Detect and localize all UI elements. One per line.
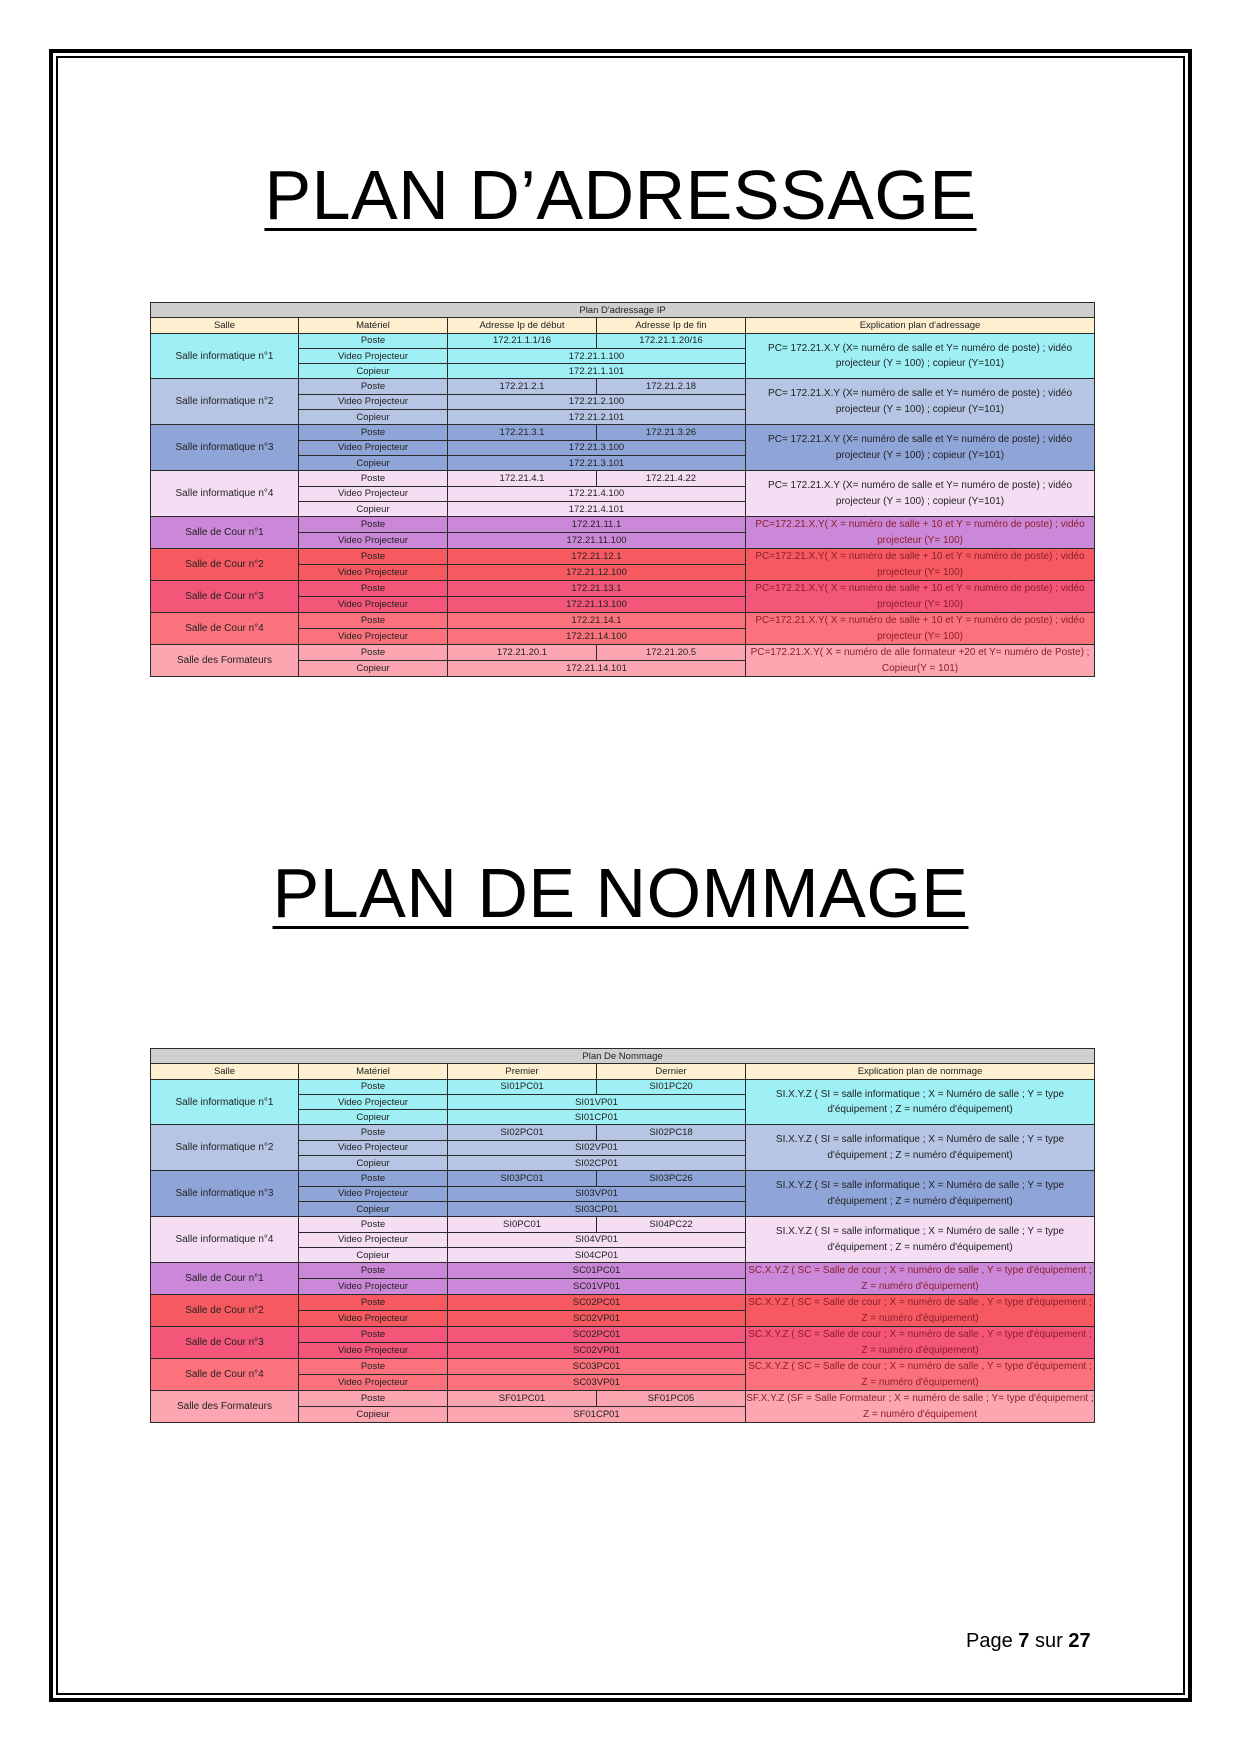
page-number-sep: sur: [1034, 1630, 1063, 1652]
explanation-cell: PC= 172.21.X.Y (X= numéro de salle et Y= numéro de poste) ; vidéo projecteur (Y = 100) ; copieur (Y=101): [746, 471, 1095, 517]
end-value-cell: SI03PC26: [597, 1171, 746, 1186]
table-caption: Plan D'adressage IP: [151, 303, 1095, 318]
salle-cell: Salle des Formateurs: [151, 1391, 299, 1423]
start-value-cell: 172.21.3.1: [448, 425, 597, 440]
salle-cell: Salle de Cour n°3: [151, 581, 299, 613]
materiel-cell: Poste: [299, 581, 448, 597]
value-cell: 172.21.11.1: [448, 517, 746, 533]
salle-cell: Salle informatique n°3: [151, 1171, 299, 1217]
table-row: [151, 517, 1095, 533]
start-value-cell: SF01PC01: [448, 1391, 597, 1407]
salle-cell: Salle de Cour n°2: [151, 1295, 299, 1327]
materiel-cell: Video Projecteur: [299, 440, 448, 455]
value-cell: SC02VP01: [448, 1311, 746, 1327]
table-row: [151, 1079, 1095, 1094]
table-header-row: [151, 318, 1095, 333]
table-row: [151, 333, 1095, 348]
value-cell: 172.21.13.100: [448, 597, 746, 613]
value-cell: 172.21.11.100: [448, 533, 746, 549]
value-cell: 172.21.12.100: [448, 565, 746, 581]
salle-cell: Salle informatique n°4: [151, 1217, 299, 1263]
explanation-cell: SI.X.Y.Z ( SI = salle informatique ; X = Numéro de salle ; Y = type d'équipement ; Z = numéro d'équipement): [746, 1079, 1095, 1125]
page-number-current: 7: [1018, 1630, 1030, 1652]
table-caption: Plan De Nommage: [151, 1049, 1095, 1064]
explanation-cell: PC=172.21.X.Y( X = numéro de salle + 10 et Y = numéro de poste) ; vidéo projecteur (Y= 100): [746, 549, 1095, 581]
materiel-cell: Video Projecteur: [299, 1232, 448, 1247]
value-cell: SI03VP01: [448, 1186, 746, 1201]
value-cell: SI04VP01: [448, 1232, 746, 1247]
explanation-cell: SI.X.Y.Z ( SI = salle informatique ; X = Numéro de salle ; Y = type d'équipement ; Z = numéro d'équipement): [746, 1217, 1095, 1263]
salle-cell: Salle de Cour n°4: [151, 613, 299, 645]
explanation-cell: PC=172.21.X.Y( X = numéro de salle + 10 et Y = numéro de poste) ; vidéo projecteur (Y= 100): [746, 517, 1095, 549]
value-cell: SC02VP01: [448, 1343, 746, 1359]
explanation-cell: PC=172.21.X.Y( X = numéro de salle + 10 et Y = numéro de poste) ; vidéo projecteur (Y= 100): [746, 581, 1095, 613]
value-cell: 172.21.2.100: [448, 394, 746, 409]
salle-cell: Salle de Cour n°2: [151, 549, 299, 581]
materiel-cell: Poste: [299, 613, 448, 629]
end-value-cell: 172.21.4.22: [597, 471, 746, 486]
table-caption-row: [151, 303, 1095, 318]
materiel-cell: Poste: [299, 379, 448, 394]
salle-cell: Salle informatique n°3: [151, 425, 299, 471]
title-plan-nommage: [0, 853, 1241, 933]
materiel-cell: Copieur: [299, 364, 448, 379]
materiel-cell: Copieur: [299, 1407, 448, 1423]
value-cell: 172.21.14.1: [448, 613, 746, 629]
table-caption-row: [151, 1049, 1095, 1064]
title-plan-adressage-text: PLAN D’ADRESSAGE: [264, 156, 977, 234]
table-row: [151, 645, 1095, 661]
materiel-cell: Poste: [299, 471, 448, 486]
end-value-cell: SI04PC22: [597, 1217, 746, 1232]
value-cell: SI04CP01: [448, 1247, 746, 1262]
value-cell: SC03VP01: [448, 1375, 746, 1391]
value-cell: SI03CP01: [448, 1201, 746, 1216]
value-cell: SC01VP01: [448, 1279, 746, 1295]
materiel-cell: Poste: [299, 1125, 448, 1140]
materiel-cell: Copieur: [299, 1201, 448, 1216]
value-cell: SF01CP01: [448, 1407, 746, 1423]
salle-cell: Salle de Cour n°1: [151, 1263, 299, 1295]
explanation-cell: SC.X.Y.Z ( SC = Salle de cour ; X = numéro de salle , Y = type d'équipement ; Z = numéro d'équipement): [746, 1263, 1095, 1295]
materiel-cell: Poste: [299, 1295, 448, 1311]
explanation-cell: PC= 172.21.X.Y (X= numéro de salle et Y= numéro de poste) ; vidéo projecteur (Y = 100) ; copieur (Y=101): [746, 425, 1095, 471]
end-value-cell: 172.21.20.5: [597, 645, 746, 661]
materiel-cell: Poste: [299, 1217, 448, 1232]
explanation-cell: SI.X.Y.Z ( SI = salle informatique ; X = Numéro de salle ; Y = type d'équipement ; Z = numéro d'équipement): [746, 1171, 1095, 1217]
value-cell: SI02VP01: [448, 1140, 746, 1155]
value-cell: 172.21.3.100: [448, 440, 746, 455]
materiel-cell: Poste: [299, 517, 448, 533]
explanation-cell: SC.X.Y.Z ( SC = Salle de cour ; X = numéro de salle , Y = type d'équipement ; Z = numéro d'équipement): [746, 1359, 1095, 1391]
materiel-cell: Video Projecteur: [299, 565, 448, 581]
start-value-cell: SI02PC01: [448, 1125, 597, 1140]
materiel-cell: Poste: [299, 549, 448, 565]
materiel-cell: Poste: [299, 1079, 448, 1094]
start-value-cell: SI0PC01: [448, 1217, 597, 1232]
title-plan-nommage-text: PLAN DE NOMMAGE: [272, 854, 969, 932]
materiel-cell: Video Projecteur: [299, 1311, 448, 1327]
column-header: Matériel: [299, 1064, 448, 1079]
salle-cell: Salle de Cour n°4: [151, 1359, 299, 1391]
value-cell: 172.21.4.100: [448, 486, 746, 501]
table-row: [151, 1171, 1095, 1186]
salle-cell: Salle de Cour n°3: [151, 1327, 299, 1359]
salle-cell: Salle informatique n°2: [151, 379, 299, 425]
value-cell: 172.21.12.1: [448, 549, 746, 565]
materiel-cell: Poste: [299, 1359, 448, 1375]
materiel-cell: Video Projecteur: [299, 486, 448, 501]
materiel-cell: Copieur: [299, 661, 448, 677]
materiel-cell: Copieur: [299, 1110, 448, 1125]
explanation-cell: SC.X.Y.Z ( SC = Salle de cour ; X = numéro de salle , Y = type d'équipement ; Z = numéro d'équipement): [746, 1327, 1095, 1359]
page-number-prefix: Page: [966, 1630, 1013, 1652]
materiel-cell: Poste: [299, 425, 448, 440]
table-row: [151, 471, 1095, 486]
column-header: Premier: [448, 1064, 597, 1079]
table-row: [151, 1391, 1095, 1407]
table-header-row: [151, 1064, 1095, 1079]
explanation-cell: PC=172.21.X.Y( X = numéro de alle formateur +20 et Y= numéro de Poste) ; Copieur(Y = 101): [746, 645, 1095, 677]
materiel-cell: Video Projecteur: [299, 348, 448, 363]
column-header: Dernier: [597, 1064, 746, 1079]
value-cell: SC03PC01: [448, 1359, 746, 1375]
materiel-cell: Video Projecteur: [299, 1094, 448, 1109]
materiel-cell: Poste: [299, 1391, 448, 1407]
materiel-cell: Poste: [299, 1327, 448, 1343]
materiel-cell: Copieur: [299, 455, 448, 470]
explanation-cell: PC= 172.21.X.Y (X= numéro de salle et Y= numéro de poste) ; vidéo projecteur (Y = 100) ; copieur (Y=101): [746, 333, 1095, 379]
table-row: [151, 425, 1095, 440]
materiel-cell: Copieur: [299, 501, 448, 516]
materiel-cell: Copieur: [299, 1247, 448, 1262]
materiel-cell: Poste: [299, 333, 448, 348]
table-row: [151, 581, 1095, 597]
materiel-cell: Video Projecteur: [299, 533, 448, 549]
start-value-cell: SI03PC01: [448, 1171, 597, 1186]
value-cell: 172.21.13.1: [448, 581, 746, 597]
value-cell: SI01CP01: [448, 1110, 746, 1125]
page-number: [966, 1630, 1091, 1653]
table-plan-adressage: [150, 302, 1095, 677]
value-cell: SC01PC01: [448, 1263, 746, 1279]
page-number-total: 27: [1068, 1630, 1091, 1652]
table-row: [151, 1217, 1095, 1232]
end-value-cell: 172.21.1.20/16: [597, 333, 746, 348]
materiel-cell: Video Projecteur: [299, 1375, 448, 1391]
value-cell: SC02PC01: [448, 1295, 746, 1311]
table-row: [151, 613, 1095, 629]
materiel-cell: Video Projecteur: [299, 1186, 448, 1201]
start-value-cell: 172.21.20.1: [448, 645, 597, 661]
value-cell: 172.21.1.100: [448, 348, 746, 363]
end-value-cell: 172.21.2.18: [597, 379, 746, 394]
materiel-cell: Poste: [299, 1263, 448, 1279]
table-row: [151, 1327, 1095, 1343]
materiel-cell: Video Projecteur: [299, 394, 448, 409]
start-value-cell: 172.21.1.1/16: [448, 333, 597, 348]
explanation-cell: PC=172.21.X.Y( X = numéro de salle + 10 et Y = numéro de poste) ; vidéo projecteur (Y= 100): [746, 613, 1095, 645]
materiel-cell: Video Projecteur: [299, 629, 448, 645]
materiel-cell: Video Projecteur: [299, 1279, 448, 1295]
value-cell: 172.21.4.101: [448, 501, 746, 516]
salle-cell: Salle de Cour n°1: [151, 517, 299, 549]
value-cell: 172.21.1.101: [448, 364, 746, 379]
value-cell: SI01VP01: [448, 1094, 746, 1109]
table-row: [151, 1125, 1095, 1140]
salle-cell: Salle informatique n°1: [151, 1079, 299, 1125]
explanation-cell: SI.X.Y.Z ( SI = salle informatique ; X = Numéro de salle ; Y = type d'équipement ; Z = numéro d'équipement): [746, 1125, 1095, 1171]
explanation-cell: SF.X.Y.Z (SF = Salle Formateur ; X = numéro de salle ; Y= type d'équipement ; Z = numéro d'équipement: [746, 1391, 1095, 1423]
materiel-cell: Copieur: [299, 1156, 448, 1171]
column-header: Matériel: [299, 318, 448, 333]
value-cell: 172.21.14.101: [448, 661, 746, 677]
end-value-cell: SF01PC05: [597, 1391, 746, 1407]
title-plan-adressage: [0, 155, 1241, 235]
materiel-cell: Copieur: [299, 410, 448, 425]
table-row: [151, 549, 1095, 565]
materiel-cell: Video Projecteur: [299, 597, 448, 613]
table-row: [151, 1295, 1095, 1311]
column-header: Salle: [151, 318, 299, 333]
column-header: Explication plan d'adressage: [746, 318, 1095, 333]
end-value-cell: SI01PC20: [597, 1079, 746, 1094]
table-row: [151, 379, 1095, 394]
table-row: [151, 1263, 1095, 1279]
column-header: Salle: [151, 1064, 299, 1079]
value-cell: SC02PC01: [448, 1327, 746, 1343]
value-cell: SI02CP01: [448, 1156, 746, 1171]
value-cell: 172.21.14.100: [448, 629, 746, 645]
start-value-cell: 172.21.2.1: [448, 379, 597, 394]
explanation-cell: PC= 172.21.X.Y (X= numéro de salle et Y= numéro de poste) ; vidéo projecteur (Y = 100) ; copieur (Y=101): [746, 379, 1095, 425]
start-value-cell: 172.21.4.1: [448, 471, 597, 486]
column-header: Adresse Ip de fin: [597, 318, 746, 333]
materiel-cell: Video Projecteur: [299, 1343, 448, 1359]
salle-cell: Salle des Formateurs: [151, 645, 299, 677]
salle-cell: Salle informatique n°1: [151, 333, 299, 379]
start-value-cell: SI01PC01: [448, 1079, 597, 1094]
end-value-cell: SI02PC18: [597, 1125, 746, 1140]
materiel-cell: Poste: [299, 645, 448, 661]
salle-cell: Salle informatique n°2: [151, 1125, 299, 1171]
materiel-cell: Video Projecteur: [299, 1140, 448, 1155]
value-cell: 172.21.3.101: [448, 455, 746, 470]
column-header: Explication plan de nommage: [746, 1064, 1095, 1079]
value-cell: 172.21.2.101: [448, 410, 746, 425]
materiel-cell: Poste: [299, 1171, 448, 1186]
column-header: Adresse Ip de début: [448, 318, 597, 333]
explanation-cell: SC.X.Y.Z ( SC = Salle de cour ; X = numéro de salle , Y = type d'équipement ; Z = numéro d'équipement): [746, 1295, 1095, 1327]
end-value-cell: 172.21.3.26: [597, 425, 746, 440]
table-row: [151, 1359, 1095, 1375]
table-plan-nommage: [150, 1048, 1095, 1423]
salle-cell: Salle informatique n°4: [151, 471, 299, 517]
